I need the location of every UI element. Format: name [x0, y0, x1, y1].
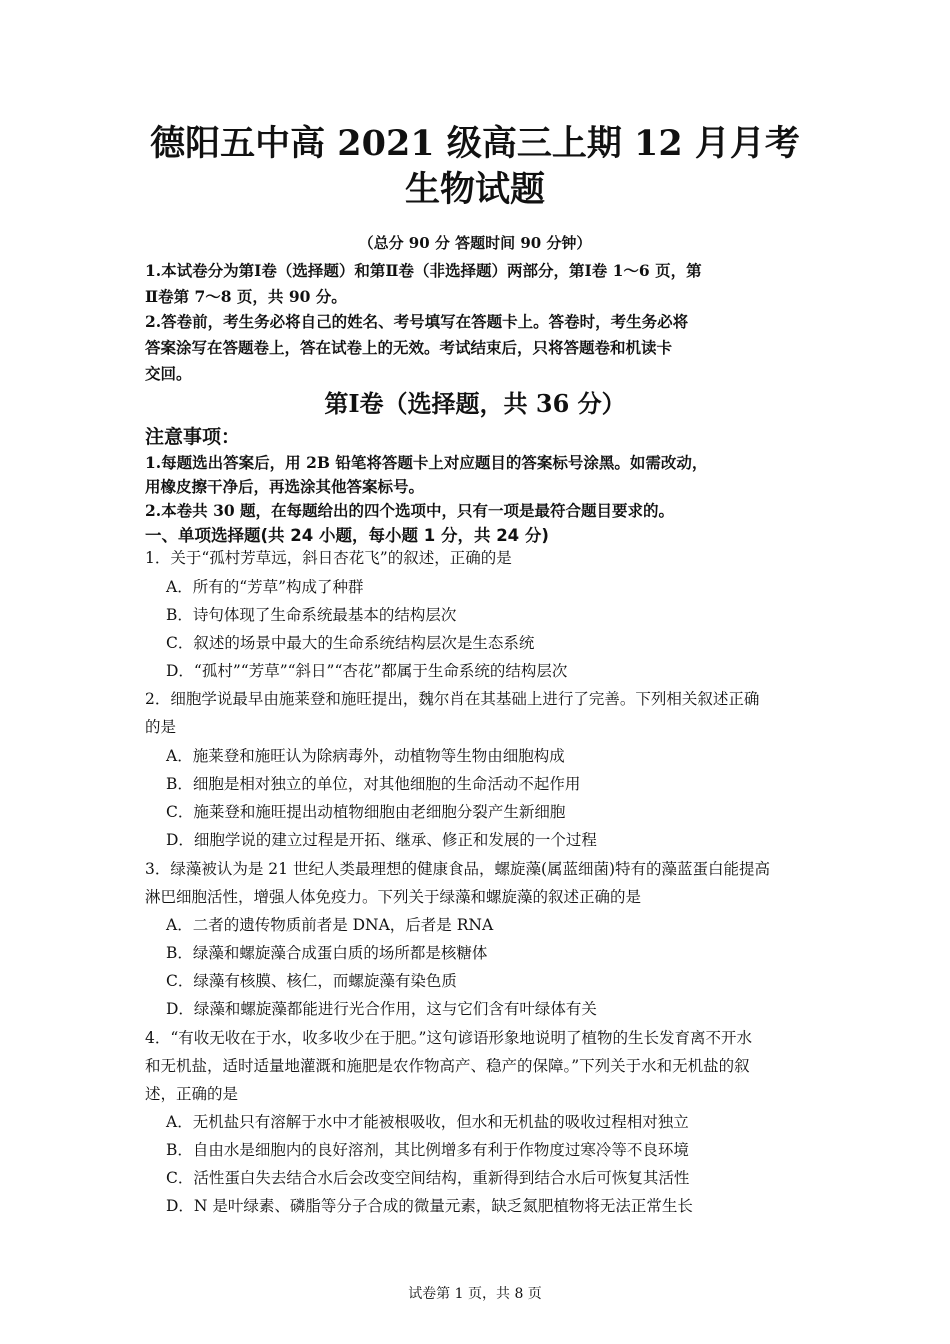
exam-info: （总分 90 分 答题时间 90 分钟）: [358, 234, 592, 252]
question-stem: 和无机盐，适时适量地灌溉和施肥是农作物高产、稳产的保障。”下列关于水和无机盐的叙: [145, 1057, 750, 1075]
question-option: D．细胞学说的建立过程是开拓、继承、修正和发展的一个过程: [166, 831, 597, 849]
notice-line: 2.本卷共 30 题，在每题给出的四个选项中，只有一项是最符合题目要求的。: [145, 501, 675, 520]
instruction-line: 答案涂写在答题卷上，答在试卷上的无效。考试结束后，只将答题卷和机读卡: [145, 338, 673, 357]
question-stem: 淋巴细胞活性，增强人体免疫力。下列关于绿藻和螺旋藻的叙述正确的是: [145, 888, 642, 906]
page-footer: 试卷第 1 页，共 8 页: [408, 1286, 542, 1302]
question-option: C．绿藻有核膜、核仁，而螺旋藻有染色质: [166, 972, 457, 990]
question-stem: 的是: [145, 718, 177, 736]
question-stem: 2．细胞学说最早由施莱登和施旺提出，魏尔肖在其基础上进行了完善。下列相关叙述正确: [145, 690, 760, 708]
question-option: C．叙述的场景中最大的生命系统结构层次是生态系统: [166, 634, 535, 652]
question-stem: 3．绿藻被认为是 21 世纪人类最理想的健康食品，螺旋藻(属蓝细菌)特有的藻蓝蛋白能提高: [145, 860, 771, 878]
question-option: B．细胞是相对独立的单位，对其他细胞的生命活动不起作用: [166, 775, 581, 793]
question-option: A．无机盐只有溶解于水中才能被根吸收，但水和无机盐的吸收过程相对独立: [166, 1113, 689, 1131]
question-stem: 4．“有收无收在于水，收多收少在于肥。”这句谚语形象地说明了植物的生长发育离不开水: [145, 1029, 752, 1047]
part-heading: 一、单项选择题(共 24 小题，每小题 1 分，共 24 分): [145, 526, 549, 545]
question-option: B．诗句体现了生命系统最基本的结构层次: [166, 606, 457, 624]
section-title: 第Ⅰ卷（选择题，共 36 分）: [324, 389, 626, 418]
exam-title: 德阳五中高 2021 级高三上期 12 月月考: [150, 123, 800, 164]
notice-line: 1.每题选出答案后，用 2B 铅笔将答题卡上对应题目的答案标号涂黑。如需改动，: [145, 453, 708, 472]
instruction-line: 1.本试卷分为第Ⅰ卷（选择题）和第Ⅱ卷（非选择题）两部分，第Ⅰ卷 1～6 页，第: [145, 261, 702, 280]
notice-line: 用橡皮擦干净后，再选涂其他答案标号。: [145, 477, 425, 496]
question-option: D．“孤村”“芳草”“斜日”“杏花”都属于生命系统的结构层次: [166, 662, 568, 680]
question-option: B．绿藻和螺旋藻合成蛋白质的场所都是核糖体: [166, 944, 488, 962]
question-option: C．施莱登和施旺提出动植物细胞由老细胞分裂产生新细胞: [166, 803, 566, 821]
question-option: A．二者的遗传物质前者是 DNA，后者是 RNA: [166, 916, 494, 934]
notice-title: 注意事项：: [145, 426, 241, 448]
question-stem: 1．关于“孤村芳草远，斜日杏花飞”的叙述，正确的是: [145, 549, 512, 567]
question-option: A．所有的“芳草”构成了种群: [166, 578, 364, 596]
question-option: C．活性蛋白失去结合水后会改变空间结构，重新得到结合水后可恢复其活性: [166, 1169, 690, 1187]
question-option: A．施莱登和施旺认为除病毒外，动植物等生物由细胞构成: [166, 747, 565, 765]
exam-subject-title: 生物试题: [404, 169, 545, 210]
question-stem: 述，正确的是: [145, 1085, 239, 1103]
question-option: D．绿藻和螺旋藻都能进行光合作用，这与它们含有叶绿体有关: [166, 1000, 597, 1018]
instruction-line: 2.答卷前，考生务必将自己的姓名、考号填写在答题卡上。答卷时，考生务必将: [145, 312, 689, 331]
question-option: B．自由水是细胞内的良好溶剂，其比例增多有利于作物度过寒冷等不良环境: [166, 1141, 689, 1159]
instruction-line: 交回。: [145, 364, 192, 383]
question-option: D．N 是叶绿素、磷脂等分子合成的微量元素，缺乏氮肥植物将无法正常生长: [166, 1197, 693, 1215]
instruction-line: Ⅱ卷第 7～8 页，共 90 分。: [145, 287, 347, 306]
